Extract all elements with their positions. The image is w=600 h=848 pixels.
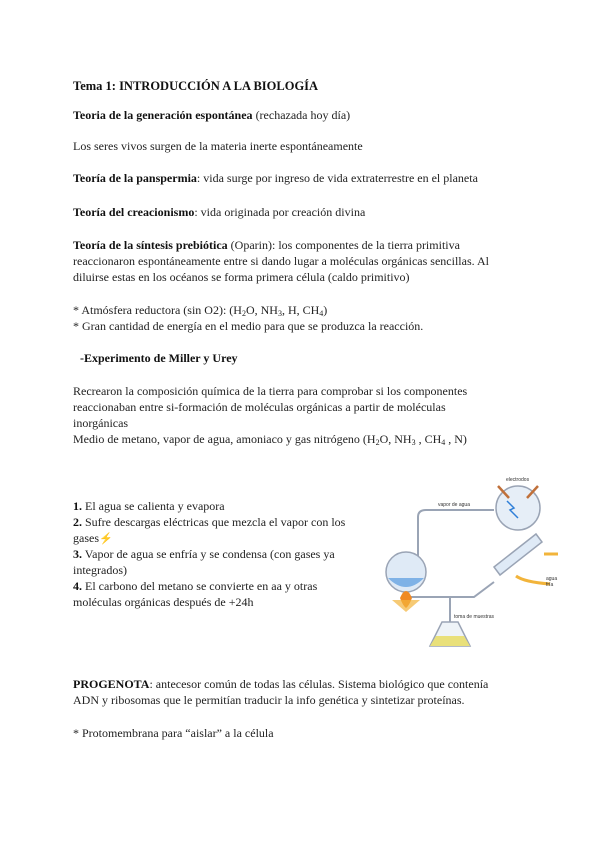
generation-description: Los seres vivos surgen de la materia inerte espontáneamente	[73, 139, 363, 153]
water-out-arrow	[516, 576, 550, 584]
progenota-definition	[73, 676, 488, 692]
vapor-tube	[418, 510, 494, 577]
synthesis-line-2: reaccionaron espontáneamente entre si dando lugar a moléculas orgánicas sencillas. Al	[73, 254, 489, 268]
synthesis-line-3: diluirse estas en los océanos se forma primera célula (caldo primitivo)	[73, 270, 410, 284]
condenser	[494, 534, 542, 575]
collected-liquid	[430, 636, 470, 646]
creation-theory	[73, 204, 365, 220]
sample-label: toma de muestras	[454, 614, 495, 620]
generation-rest: (rechazada hoy día)	[252, 108, 351, 122]
energy-note: * Gran cantidad de energía en el medio para que se produzca la reacción.	[73, 319, 424, 333]
generation-term: Teoria de la generación espontánea	[73, 108, 253, 122]
panspermia-rest: : vida surge por ingreso de vida extraterrestre en el planeta	[196, 171, 478, 185]
atmosphere-note: * Atmósfera reductora (sin O2): ($H_2O$, $NH_3$, H, $CH_4$)	[73, 303, 328, 318]
progenota-line-2: ADN y ribosomas que le permitían traducir la info genética y sintetizar proteínas.	[73, 693, 465, 707]
creation-rest: : vida originada por creación divina	[194, 205, 366, 219]
burner	[392, 600, 420, 612]
step-2-cont: gases⚡	[73, 531, 113, 545]
step-2: 2. Sufre descargas eléctricas que mezcla el vapor con los	[73, 515, 346, 529]
panspermia-theory	[73, 170, 478, 186]
page-title: Tema 1: INTRODUCCIÓN A LA BIOLOGÍA	[73, 79, 319, 93]
water-label-1: agua	[546, 576, 558, 582]
electrodes-label: electrodos	[506, 477, 530, 483]
experiment-medium: Medio de metano, vapor de agua, amoniaco y gas nitrógeno ($H_2O$, $NH_3$ , $CH_4$ , N)	[73, 432, 467, 447]
vapor-label: vapor de agua	[438, 502, 470, 508]
step-3: 3. Vapor de agua se enfría y se condensa (con gases ya	[73, 547, 335, 561]
progenota-rest: : antecesor común de todas las células. Sistema biológico que contenía	[149, 677, 489, 691]
synthesis-theory	[73, 237, 460, 253]
panspermia-term: Teoría de la panspermia	[73, 171, 197, 185]
progenota-term: PROGENOTA	[73, 677, 150, 691]
experiment-desc-2: reaccionaban entre si-formación de moléculas orgánicas a partir de moléculas	[73, 400, 446, 414]
synthesis-rest: (Oparin): los componentes de la tierra primitiva	[227, 238, 460, 252]
step-1: 1. El agua se calienta y evapora	[73, 499, 225, 513]
synthesis-term: Teoría de la síntesis prebiótica	[73, 238, 228, 252]
experiment-title: -Experimento de Miller y Urey	[80, 351, 238, 365]
experiment-desc-1: Recrearon la composición química de la tierra para comprobar si los componentes	[73, 384, 468, 398]
miller-urey-apparatus	[366, 472, 566, 652]
generation-theory	[73, 107, 350, 123]
step-4: 4. El carbono del metano se convierte en aa y otras	[73, 579, 318, 593]
experiment-desc-3: inorgánicas	[73, 416, 129, 430]
step-4-cont: moléculas orgánicas después de +24h	[73, 595, 254, 609]
creation-term: Teoría del creacionismo	[73, 205, 195, 219]
lightning-icon: ⚡	[99, 533, 113, 545]
protomembrane-note: * Protomembrana para “aislar” a la célula	[73, 726, 274, 740]
water-label-2: fría	[546, 582, 554, 588]
step-3-cont: integrados)	[73, 563, 127, 577]
